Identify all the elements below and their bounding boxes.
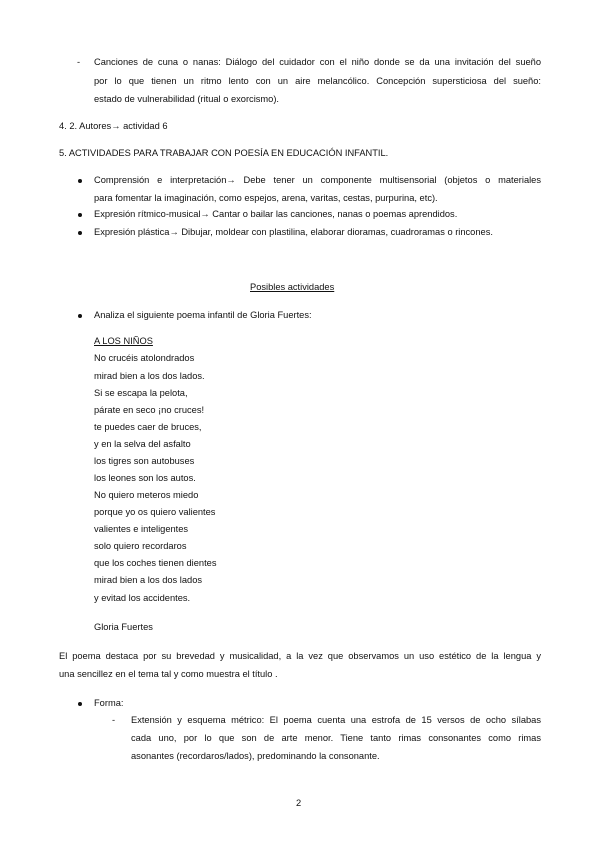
activity-1-line-2: para fomentar la imaginación, como espejos, arena, varitas, cestas, purpurina, etc).	[94, 193, 438, 203]
bullet-icon	[78, 314, 82, 318]
bullet-icon	[78, 213, 82, 217]
dash-marker: -	[77, 57, 81, 67]
intro-line-3: estado de vulnerabilidad (ritual o exorcismo).	[94, 94, 279, 104]
forma-sub-line-1: Extensión y esquema métrico: El poema cuenta una estrofa de 15 versos de ocho sílabas	[131, 715, 541, 725]
poem-verse: solo quiero recordaros	[94, 541, 187, 551]
paragraph-line-2: una sencillez en el tema tal y como muestra el título .	[59, 669, 278, 679]
bullet-icon	[78, 702, 82, 706]
poem-verse: te puedes caer de bruces,	[94, 422, 202, 432]
analiza-item: Analiza el siguiente poema infantil de Gloria Fuertes:	[94, 310, 312, 320]
forma-sub-line-3: asonantes (recordaros/lados), predominando la consonante.	[131, 751, 380, 761]
section-4-2-heading: 4. 2. Autores→ actividad 6	[59, 121, 168, 131]
poem-verse: mirad bien a los dos lados.	[94, 371, 205, 381]
poem-verse: valientes e inteligentes	[94, 524, 189, 534]
forma-label: Forma:	[94, 698, 124, 708]
page-number: 2	[296, 798, 302, 808]
bullet-icon	[78, 231, 82, 235]
forma-sub-line-2: cada uno, por lo que son de arte menor. Tiene tanto rimas consonantes como rimas	[131, 733, 541, 743]
posibles-actividades-title: Posibles actividades	[250, 282, 335, 292]
poem-verse: mirad bien a los dos lados	[94, 575, 203, 585]
section-5-heading: 5. ACTIVIDADES PARA TRABAJAR CON POESÍA EN EDUCACIÓN INFANTIL.	[59, 148, 389, 158]
poem-verse: No crucéis atolondrados	[94, 353, 195, 363]
poem-verse: Si se escapa la pelota,	[94, 388, 188, 398]
poem-verse: los leones son los autos.	[94, 473, 196, 483]
poem-title: A LOS NIÑOS	[94, 336, 153, 346]
poem-verse: y en la selva del asfalto	[94, 439, 191, 449]
poem-verse: y evitad los accidentes.	[94, 593, 191, 603]
activity-1-line-1: Comprensión e interpretación→ Debe tener un componente multisensorial (objetos o materiales	[94, 175, 541, 185]
dash-marker: -	[112, 715, 116, 725]
poem-verse: que los coches tienen dientes	[94, 558, 217, 568]
activity-2-line-1: Expresión rítmico-musical→ Cantar o bailar las canciones, nanas o poemas aprendidos.	[94, 209, 458, 219]
intro-line-1: Canciones de cuna o nanas: Diálogo del cuidador con el niño donde se da una invitación del sueño	[94, 57, 541, 67]
poem-verse: párate en seco ¡no cruces!	[94, 405, 205, 415]
bullet-icon	[78, 179, 82, 183]
intro-line-2: por lo que tienen un ritmo lento con un aire melancólico. Concepción supersticiosa del sueño:	[94, 76, 541, 86]
poem-verse: No quiero meteros miedo	[94, 490, 199, 500]
paragraph-line-1: El poema destaca por su brevedad y musicalidad, a la vez que observamos un uso estético de la lengua y	[59, 651, 541, 661]
poem-verse: porque yo os quiero valientes	[94, 507, 216, 517]
poem-verse: los tigres son autobuses	[94, 456, 195, 466]
activity-3-line-1: Expresión plástica→ Dibujar, moldear con plastilina, elaborar dioramas, cuadroramas o rincones.	[94, 227, 493, 237]
poem-author: Gloria Fuertes	[94, 622, 153, 632]
